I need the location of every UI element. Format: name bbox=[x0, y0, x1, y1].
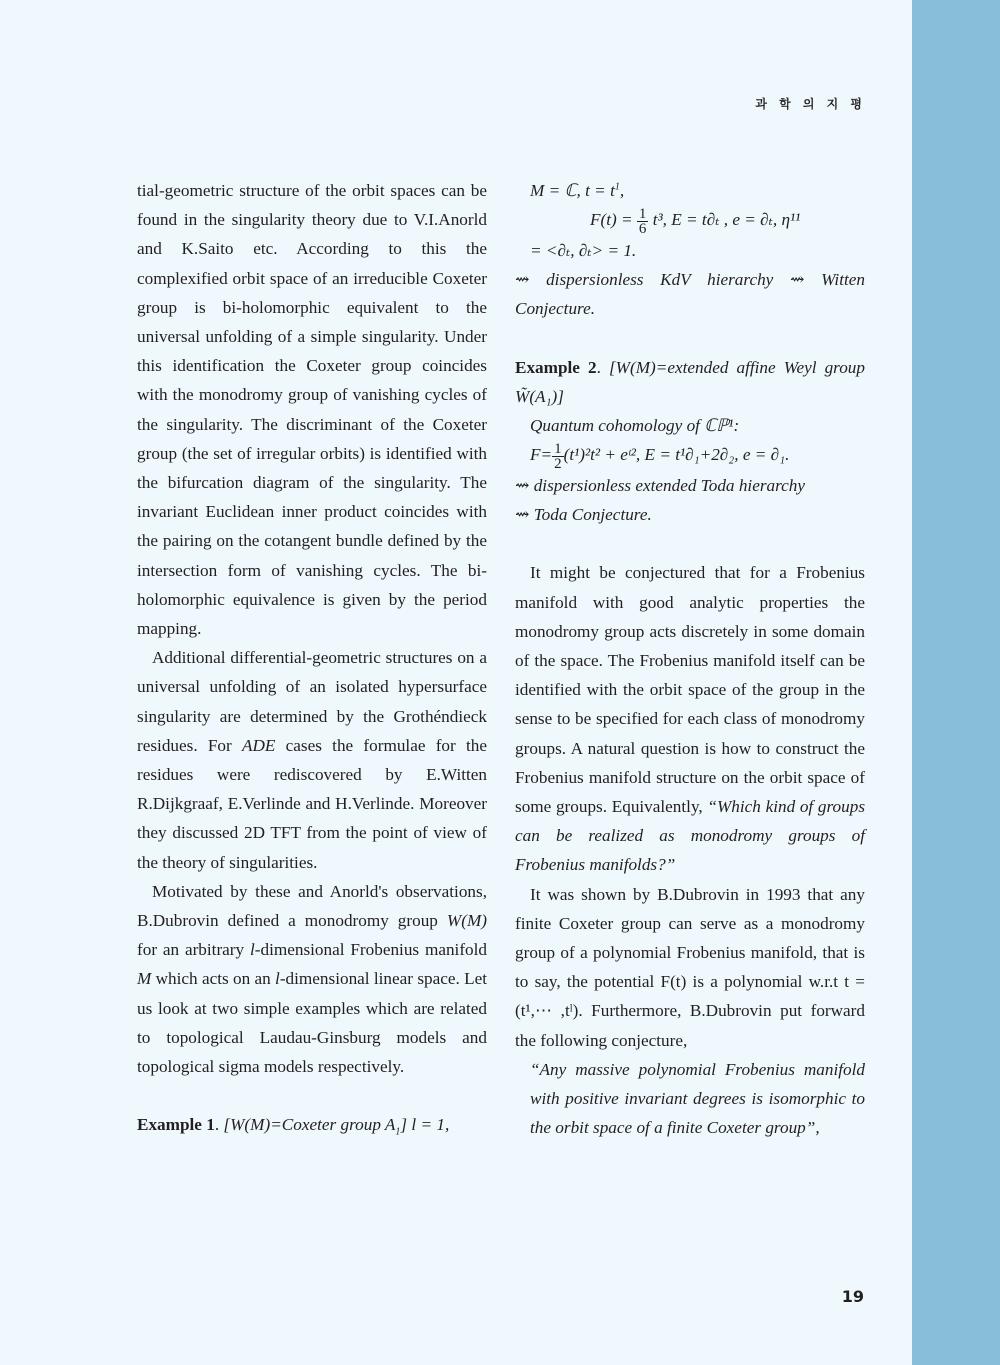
left-column bbox=[137, 176, 487, 1140]
quote-dubrovin-conjecture: “Any massive polynomial Frobenius manifold with positive invariant degrees is isomorphic to the orbit space of a finite Coxeter group”, bbox=[530, 1059, 865, 1138]
example-2-heading: Example 2. [W(M)=extended affine Weyl group W̃(A₁)] bbox=[515, 357, 865, 406]
example-1-heading: Example 1. [W(M)=Coxeter group $A_1$] l = 1, bbox=[137, 1115, 450, 1138]
fraction: $\frac{1}{6}$ bbox=[638, 205, 647, 237]
paragraph-monodromy: Motivated by these and Anorld's observations, B.Dubrovin defined a monodromy group W(M) for an arbitrary l-dimensional Frobenius manifold M which acts on an l-dimensional linear space. Let us look at two simple examples which are related to topological Laudau-Ginsburg models and topological sigma models respectively. bbox=[137, 881, 488, 1077]
example-1-formula: F(t) = $\frac{1}{6}$ t³, E = t∂ₜ , e = ∂ₜ, η¹¹ bbox=[590, 205, 801, 237]
example-2-line-4: ⇝ dispersionless extended Toda hierarchy bbox=[515, 475, 806, 495]
example-2-line-5: ⇝ Toda Conjecture. bbox=[515, 504, 652, 524]
page-number: 19 bbox=[841, 1287, 864, 1306]
paragraph-orbit-spaces: tial-geometric structure of the orbit spaces can be found in the singularity theory due to V.I.Anorld and K.Saito etc. According to this the complexified orbit space of an irreducible Coxeter group is bi-holomorphic equivalent to the universal unfolding of a simple singularity. Under this identification the Coxeter group coincides with the monodromy group of vanishing cycles of the singularity. The discriminant of the Coxeter group (the set of irregular orbits) is identified with the bifurcation diagram of the singularity. The invariant Euclidean inner product coincides with the pairing on the cotangent bundle defined by the intersection form of vanishing cycles. The bi-holomorphic equivalence is given by the period mapping. bbox=[137, 181, 487, 639]
example-1-line-1: M = ℂ, $t = t^1$, bbox=[530, 181, 625, 200]
example-1-conclusion: ⇝ dispersionless KdV hierarchy ⇝ Witten Conjecture. bbox=[515, 269, 865, 319]
paragraph-residues: Additional differential-geometric structures on a universal unfolding of an isolated hypersurface singularity are determined by the Grothéndieck residues. For ADE cases the formulae for the residues were rediscovered by E.Witten R.Dijkgraaf, E.Verlinde and H.Verlinde. Moreover they discussed 2D TFT from the point of view of the theory of singularities. bbox=[137, 648, 487, 872]
fraction: $\frac{1}{2}$ bbox=[554, 440, 562, 472]
paragraph-dubrovin: It was shown by B.Dubrovin in 1993 that any finite Coxeter group can serve as a monodromy group of a polynomial Frobenius manifold, that is to say, the potential F(t) is a polynomial w.r.t t = (t¹,⋯ ,tˡ). Furthermore, B.Dubrovin put forward the following conjecture, bbox=[515, 884, 865, 1050]
running-head: 과 학 의 지 평 bbox=[755, 97, 866, 111]
right-column bbox=[515, 176, 865, 1142]
example-1-line-3: = <∂ₜ, ∂ₜ> = 1. bbox=[530, 240, 637, 260]
example-2-formula: F= $\frac{1}{2}$ (t¹)²t² + eᵗ², E = t¹∂₁+2∂₂, e = ∂₁. bbox=[530, 440, 790, 472]
paragraph-conjecture: It might be conjectured that for a Frobenius manifold with good analytic properties the monodromy group acts discretely in some domain of the space. The Frobenius manifold itself can be identified with the orbit space of the group in the sense to be specified for each class of monodromy groups. A natural question is how to construct the Frobenius manifold structure on the orbit space of some groups. Equivalently, “Which kind of groups can be realized as monodromy groups of Frobenius manifolds?” bbox=[515, 563, 866, 875]
side-color-strip bbox=[912, 0, 1000, 1365]
example-2-line-2: Quantum cohomology of ℂℙ¹: bbox=[530, 415, 740, 435]
